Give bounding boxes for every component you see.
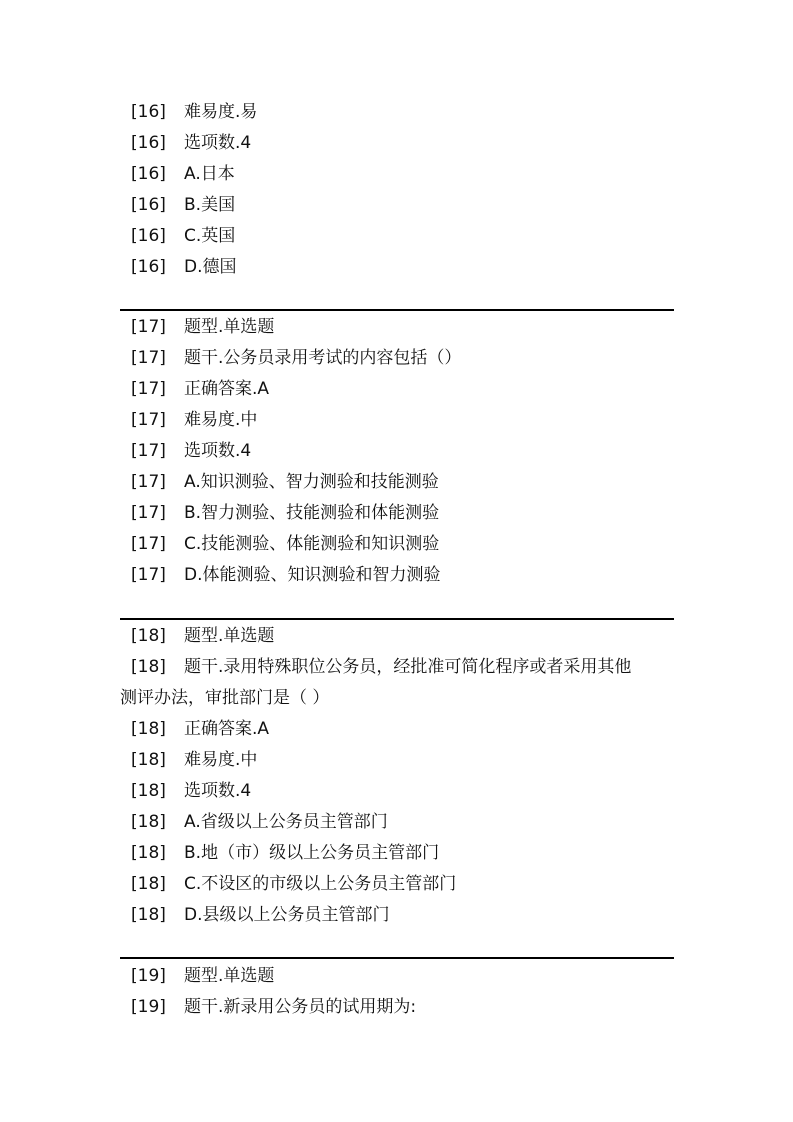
question-stem-line-2: 测评办法，审批部门是（ ） [120, 688, 330, 708]
question-line [120, 807, 674, 838]
question-number: [19] [131, 997, 166, 1017]
question-number: [17] [131, 348, 166, 368]
question-line [120, 221, 674, 252]
question-number: [17] [131, 534, 166, 554]
question-number: [17] [131, 379, 166, 399]
question-line [120, 467, 674, 498]
question-line [120, 714, 674, 745]
question-block-18 [120, 621, 674, 931]
option-a: A.知识测验、智力测验和技能测验 [184, 472, 439, 492]
question-number: [18] [131, 657, 166, 677]
option-a: A.省级以上公务员主管部门 [184, 812, 388, 832]
question-type: 题型.单选题 [184, 626, 275, 646]
question-number: [16] [131, 133, 166, 153]
question-line [120, 252, 674, 283]
question-line [120, 405, 674, 436]
question-number: [17] [131, 565, 166, 585]
option-d: D.县级以上公务员主管部门 [184, 905, 390, 925]
question-number: [18] [131, 626, 166, 646]
question-type: 题型.单选题 [184, 966, 275, 986]
question-line [120, 621, 674, 652]
question-number: [17] [131, 503, 166, 523]
question-number: [18] [131, 781, 166, 801]
question-number: [16] [131, 164, 166, 184]
question-number: [16] [131, 226, 166, 246]
divider-rule [120, 618, 674, 620]
question-line [120, 190, 674, 221]
question-number: [18] [131, 719, 166, 739]
difficulty: 难易度.中 [184, 410, 258, 430]
option-d: D.体能测验、知识测验和智力测验 [184, 565, 441, 585]
question-number: [17] [131, 317, 166, 337]
correct-answer: 正确答案.A [184, 379, 270, 399]
question-stem: 题干.新录用公务员的试用期为: [184, 997, 417, 1017]
question-line [120, 776, 674, 807]
question-type: 题型.单选题 [184, 317, 275, 337]
question-number: [18] [131, 874, 166, 894]
question-line [120, 961, 674, 992]
question-number: [16] [131, 195, 166, 215]
divider-rule [120, 309, 674, 311]
question-line [120, 159, 674, 190]
option-b: B.美国 [184, 195, 236, 215]
question-line [120, 436, 674, 467]
difficulty: 难易度.中 [184, 750, 258, 770]
question-line [120, 343, 674, 374]
option-a: A.日本 [184, 164, 235, 184]
option-count: 选项数.4 [184, 441, 252, 461]
option-d: D.德国 [184, 257, 237, 277]
question-field: 选项数.4 [184, 133, 252, 153]
question-number: [17] [131, 410, 166, 430]
question-stem-line-1 [120, 652, 674, 683]
question-line [120, 312, 674, 343]
option-c: C.不设区的市级以上公务员主管部门 [184, 874, 457, 894]
option-b: B.地（市）级以上公务员主管部门 [184, 843, 440, 863]
question-line [120, 992, 674, 1023]
correct-answer: 正确答案.A [184, 719, 270, 739]
question-line [120, 900, 674, 931]
question-line [120, 529, 674, 560]
question-stem: 题干.公务员录用考试的内容包括（） [184, 348, 462, 368]
question-block-17 [120, 312, 674, 591]
question-block-16 [120, 97, 674, 283]
question-number: [17] [131, 441, 166, 461]
question-number: [16] [131, 257, 166, 277]
question-line [120, 374, 674, 405]
question-line [120, 745, 674, 776]
question-line [120, 838, 674, 869]
question-number: [19] [131, 966, 166, 986]
question-block-19 [120, 961, 674, 1023]
question-number: [18] [131, 812, 166, 832]
question-line [120, 869, 674, 900]
question-line [120, 97, 674, 128]
question-line [120, 498, 674, 529]
question-stem: 题干.录用特殊职位公务员，经批准可简化程序或者采用其他 [184, 657, 632, 677]
divider-rule [120, 957, 674, 959]
option-c: C.英国 [184, 226, 236, 246]
question-line [120, 560, 674, 591]
option-c: C.技能测验、体能测验和知识测验 [184, 534, 440, 554]
option-b: B.智力测验、技能测验和体能测验 [184, 503, 440, 523]
question-number: [18] [131, 905, 166, 925]
question-line [120, 128, 674, 159]
question-field: 难易度.易 [184, 102, 258, 122]
question-number: [17] [131, 472, 166, 492]
option-count: 选项数.4 [184, 781, 252, 801]
question-number: [16] [131, 102, 166, 122]
question-number: [18] [131, 843, 166, 863]
question-number: [18] [131, 750, 166, 770]
